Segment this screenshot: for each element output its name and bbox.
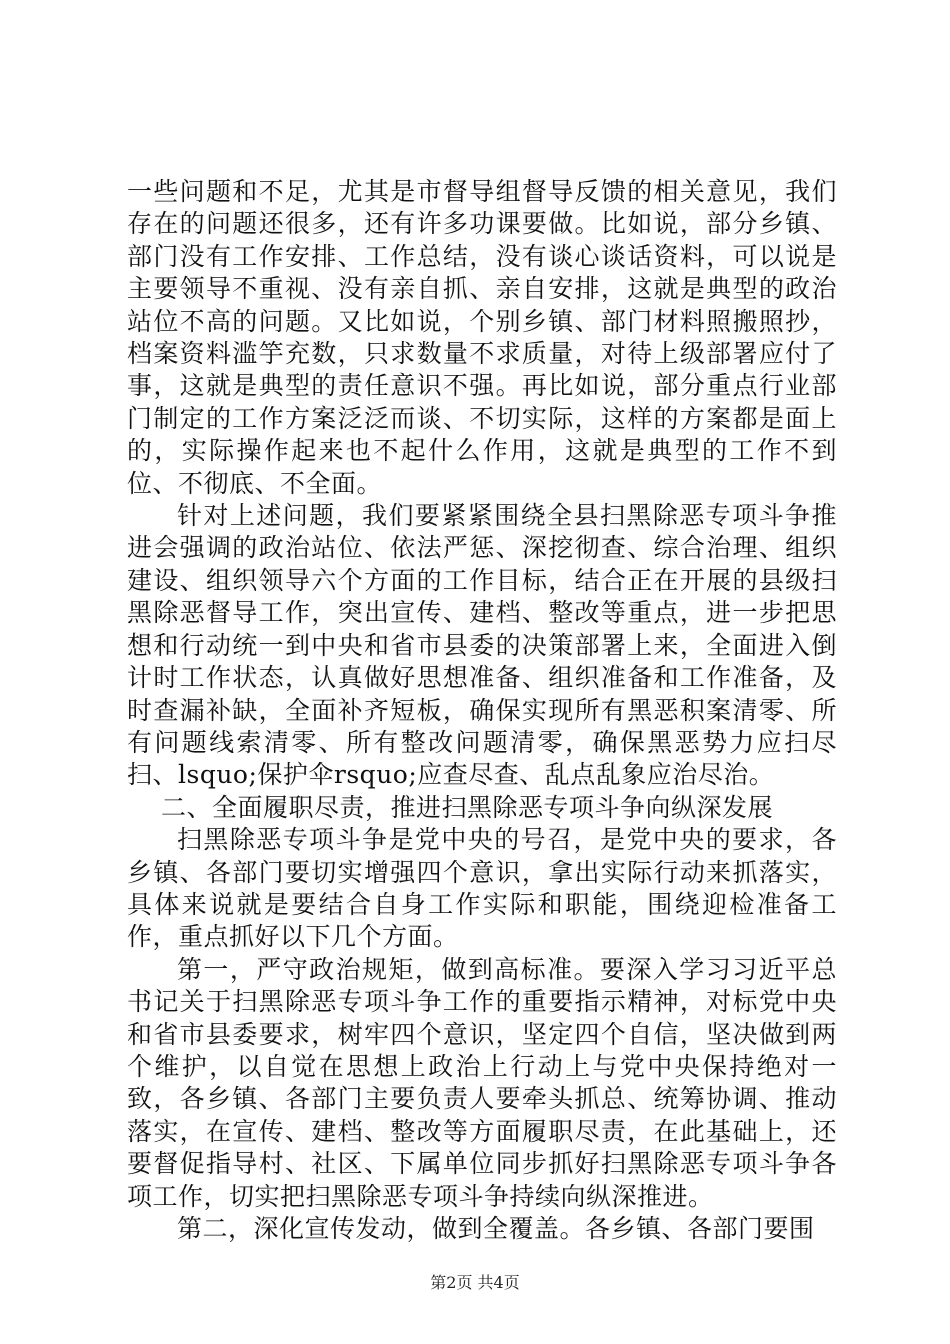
paragraph-4: 扫黑除恶专项斗争是党中央的号召，是党中央的要求，各乡镇、各部门要切实增强四个意识，拿出实际行动来抓落实，具体来说就是要结合自身工作实际和职能，围绕迎检准备工作，重点抓好以下几个方面。 xyxy=(127,825,837,952)
paragraph-6: 第二，深化宣传发动，做到全覆盖。各乡镇、各部门要围 xyxy=(177,1214,815,1243)
page-number-footer: 第2页 共4页 xyxy=(430,1273,520,1292)
paragraph-1: 一些问题和不足，尤其是市督导组督导反馈的相关意见，我们存在的问题还很多，还有许多功课要做。比如说，部分乡镇、部门没有工作安排、工作总结，没有谈心谈话资料，可以说是主要领导不重视、没有亲自抓、亲自安排，这就是典型的政治站位不高的问题。又比如说，个别乡镇、部门材料照搬照抄，档案资料滥竽充数，只求数量不求质量，对待上级部署应付了事，这就是典型的责任意识不强。再比如说，部分重点行业部门制定的工作方案泛泛而谈、不切实际，这样的方案都是面上的，实际操作起来也不起什么作用，这就是典型的工作不到位、不彻底、不全面。 xyxy=(127,177,837,498)
document-body xyxy=(127,176,837,1245)
section-heading: 二、全面履职尽责，推进扫黑除恶专项斗争向纵深发展 xyxy=(161,792,774,822)
paragraph-5: 第一，严守政治规矩，做到高标准。要深入学习习近平总书记关于扫黑除恶专项斗争工作的重要指示精神，对标党中央和省市县委要求，树牢四个意识，坚定四个自信，坚决做到两个维护，以自觉在思想上政治上行动上与党中央保持绝对一致，各乡镇、各部门主要负责人要牵头抓总、统筹协调、推动落实，在宣传、建档、整改等方面履职尽责，在此基础上，还要督促指导村、社区、下属单位同步抓好扫黑除恶专项斗争各项工作，切实把扫黑除恶专项斗争持续向纵深推进。 xyxy=(127,954,837,1211)
paragraph-2: 针对上述问题，我们要紧紧围绕全县扫黑除恶专项斗争推进会强调的政治站位、依法严惩、深挖彻查、综合治理、组织建设、组织领导六个方面的工作目标，结合正在开展的县级扫黑除恶督导工作，突出宣传、建档、整改等重点，进一步把思想和行动统一到中央和省市县委的决策部署上来，全面进入倒计时工作状态，认真做好思想准备、组织准备和工作准备，及时查漏补缺，全面补齐短板，确保实现所有黑恶积案清零、所有问题线索清零、所有整改问题清零，确保黑恶势力应扫尽扫、lsquo;保护伞rsquo;应查尽查、乱点乱象应治尽治。 xyxy=(127,501,837,790)
